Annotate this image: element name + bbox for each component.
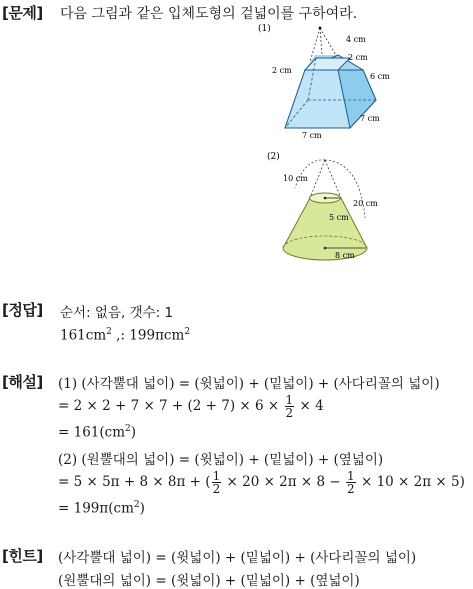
fig1-label-bottom-right: 7 cm <box>360 114 380 123</box>
hint-line2: (원뿔대의 넓이) = (윗넓이) + (밑넓이) + (옆넓이) <box>58 573 360 589</box>
fig1-label-top-left: 2 cm <box>272 66 292 75</box>
solution-p2-eq1: = 5 × 5π + 8 × 8π + ( $\frac{1}{2}$ × 20 × 2π × 8 − $\frac{1}{2}$ × 10 × 2π × 5) <box>58 469 465 496</box>
answer-line2: $161cm^2$ ,: 199πcm$^2$ <box>60 327 191 344</box>
fig2-index: (2) <box>267 152 280 162</box>
fig2-label-slant-top: 10 cm <box>283 174 308 183</box>
figure-cone-frustum <box>265 148 395 270</box>
fig1-label-bottom: 7 cm <box>302 131 322 140</box>
fig2-label-top-radius: 5 cm <box>329 213 349 222</box>
solution-p1-eq2: = $161(cm^2)$ <box>58 424 137 441</box>
fig1-label-side: 6 cm <box>370 72 390 81</box>
solution-p1-head: (1) (사각뿔대 넓이) = (윗넓이) + (밑넓이) + (사다리꼴의 넓이) <box>58 376 440 392</box>
hint-line1: (사각뿔대 넓이) = (윗넓이) + (밑넓이) + (사다리꼴의 넓이) <box>58 550 417 566</box>
fig1-label-top-height: 4 cm <box>346 35 366 44</box>
problem-label: [문제] <box>2 4 43 22</box>
fig1-label-top-width: 2 cm <box>348 53 368 62</box>
fig2-label-bottom-radius: 8 cm <box>335 251 355 260</box>
fig1-index: (1) <box>258 24 271 34</box>
solution-p2-head: (2) (원뿔대의 넓이) = (윗넓이) + (밑넓이) + (옆넓이) <box>58 452 384 468</box>
answer-line1: 순서: 없음, 갯수: 1 <box>60 305 174 321</box>
fig2-label-slant-total: 20 cm <box>353 199 378 208</box>
figure-square-frustum <box>250 20 400 145</box>
solution-label: [해설] <box>2 373 43 391</box>
hint-label: [힌트] <box>2 547 43 565</box>
problem-text: 다음 그림과 같은 입체도형의 겉넓이를 구하여라. <box>60 6 358 22</box>
solution-p2-eq2: = $199\pi(cm^2)$ <box>58 500 145 517</box>
answer-label: [정답] <box>2 301 43 319</box>
solution-p1-eq1: = 2 × 2 + 7 × 7 + (2 + 7) × 6 × $\frac{1}{2}$ × 4 <box>58 393 324 420</box>
